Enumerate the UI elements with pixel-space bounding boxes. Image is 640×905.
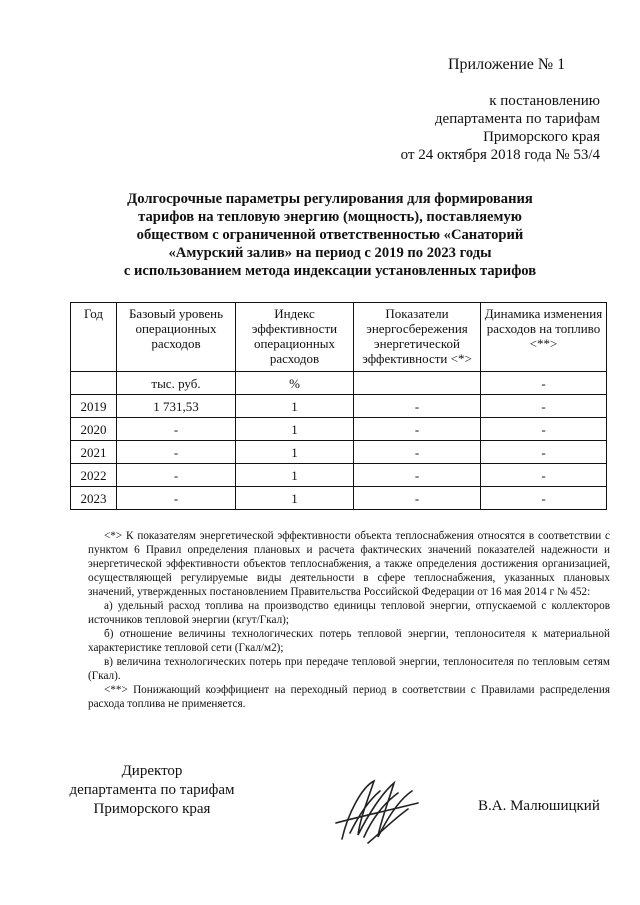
cell-efficiency-index: 1 [236, 464, 354, 487]
ref-line: Приморского края [483, 129, 600, 145]
cell-year: 2022 [71, 464, 117, 487]
cell-fuel-dynamics: - [481, 418, 607, 441]
position-line: Приморского края [93, 801, 211, 817]
table-header-row [71, 303, 607, 372]
header-year: Год [71, 303, 117, 372]
table-row [71, 395, 607, 418]
cell-fuel-dynamics: - [481, 441, 607, 464]
position-line: Директор [121, 763, 183, 779]
cell-base-opex: - [117, 487, 236, 510]
parameters-table [70, 302, 607, 510]
table-units-row [71, 372, 607, 395]
cell-base-opex: - [117, 441, 236, 464]
cell-year: 2023 [71, 487, 117, 510]
document-title [100, 190, 560, 280]
cell-efficiency-index: 1 [236, 441, 354, 464]
footnote-energy-efficiency: <*> К показателям энергетической эффективности объекта теплоснабжения относятся в соответствии с пунктом 6 Правил определения плановых и расчета фактических значений показателей надежности и энергетической эффективности объектов теплоснабжения, а также определения достижения организацией, осуществляющей регулируемые виды деятельности в сфере теплоснабжения, указанных плановых значений, утвержденных постановлением Правительства Российской Федерации от 16 мая 2014 г № 452: [88, 530, 610, 598]
cell-energy-saving: - [354, 441, 481, 464]
ref-line: к постановлению [489, 93, 600, 109]
unit-cell: - [481, 372, 607, 395]
unit-cell [354, 372, 481, 395]
table-row [71, 441, 607, 464]
footnotes [88, 529, 610, 711]
footnote-item-a: а) удельный расход топлива на производство единицы тепловой энергии, отпускаемой с коллекторов источников тепловой энергии (кгут/Гкал); [88, 600, 610, 626]
header-base-opex: Базовый уровень операционных расходов [117, 303, 236, 372]
table-row [71, 418, 607, 441]
cell-year: 2020 [71, 418, 117, 441]
title-line: тарифов на тепловую энергию (мощность), поставляемую [138, 209, 522, 225]
cell-efficiency-index: 1 [236, 395, 354, 418]
footnote-item-b: б) отношение величины технологических потерь тепловой энергии, теплоносителя к материальной характеристике тепловой сети (Гкал/м2); [88, 628, 610, 654]
header-energy-saving: Показатели энергосбережения энергетической эффективности <*> [354, 303, 481, 372]
unit-cell [71, 372, 117, 395]
signatory-position [62, 762, 242, 819]
title-line: «Амурский залив» на период с 2019 по 2023 годы [168, 245, 492, 261]
handwritten-signature [328, 773, 424, 847]
resolution-reference [400, 92, 600, 164]
title-line: с использованием метода индексации установленных тарифов [123, 263, 537, 279]
title-line: Долгосрочные параметры регулирования для формирования [127, 191, 533, 207]
footnote-fuel: <**> Понижающий коэффициент на переходный период в соответствии с Правилами распределения расхода топлива не применяется. [88, 684, 610, 710]
unit-cell: % [236, 372, 354, 395]
cell-base-opex: - [117, 418, 236, 441]
unit-cell: тыс. руб. [117, 372, 236, 395]
cell-year: 2021 [71, 441, 117, 464]
cell-energy-saving: - [354, 487, 481, 510]
cell-fuel-dynamics: - [481, 395, 607, 418]
cell-efficiency-index: 1 [236, 418, 354, 441]
header-fuel-dynamics: Динамика изменения расходов на топливо <**> [481, 303, 607, 372]
cell-energy-saving: - [354, 395, 481, 418]
title-line: обществом с ограниченной ответственностью «Санаторий [136, 227, 524, 243]
cell-efficiency-index: 1 [236, 487, 354, 510]
position-line: департамента по тарифам [69, 782, 235, 798]
cell-energy-saving: - [354, 464, 481, 487]
cell-year: 2019 [71, 395, 117, 418]
table-row [71, 464, 607, 487]
header-efficiency-index: Индекс эффективности операционных расходов [236, 303, 354, 372]
signatory-name: В.А. Малюшицкий [478, 798, 600, 814]
annex-number: Приложение № 1 [448, 56, 566, 73]
cell-energy-saving: - [354, 418, 481, 441]
ref-line: от 24 октября 2018 года № 53/4 [400, 147, 600, 163]
cell-base-opex: - [117, 464, 236, 487]
table-row [71, 487, 607, 510]
footnote-item-c: в) величина технологических потерь при передаче тепловой энергии, теплоносителя по тепловым сетям (Гкал). [88, 656, 610, 682]
cell-base-opex: 1 731,53 [117, 395, 236, 418]
cell-fuel-dynamics: - [481, 464, 607, 487]
ref-line: департамента по тарифам [434, 111, 600, 127]
cell-fuel-dynamics: - [481, 487, 607, 510]
